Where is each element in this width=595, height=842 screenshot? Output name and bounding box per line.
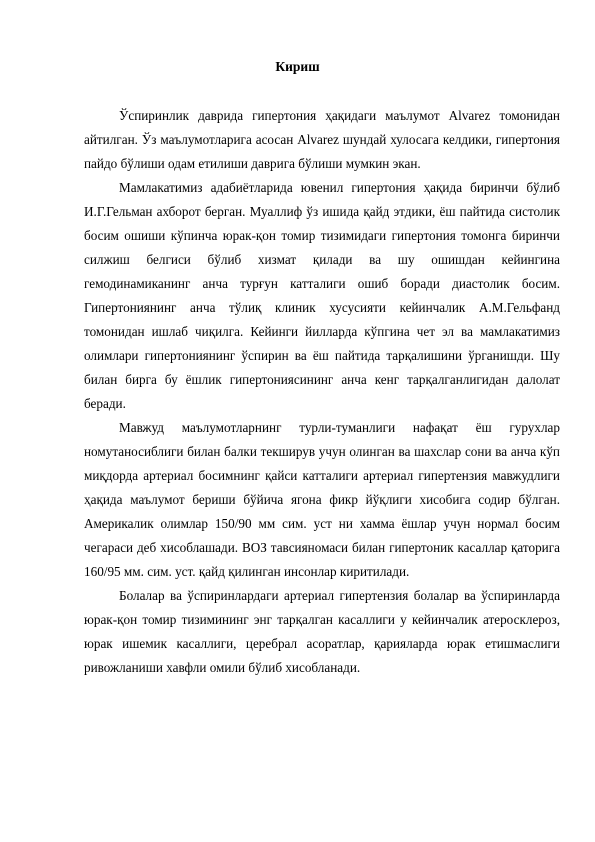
document-body	[84, 104, 560, 680]
paragraph-2: Мамлакатимиз адабиётларида ювенил гипертония ҳақида биринчи бўлиб И.Г.Гельман ахборот берган. Муаллиф ўз ишида қайд этдики, ёш пайтида систолик босим ошиши кўпинча юрак-қон томир тизимидаги гипертония томонга биринчи силжиш белгиси бўлиб хизмат қилади ва шу ошишдан кейингина гемодинамиканинг анча турғун катталиги ошиб боради диастолик босим. Гипертониянинг анча тўлиқ клиник хусусияти кейинчалик А.М.Гельфанд томонидан ишлаб чиқилга. Кейинги йилларда кўпгина чет эл ва мамлакатимиз олимлари гипертониянинг ўспирин ва ёш пайтида тарқалишини ўрганишди. Шу билан бирга бу ёшлик гипертониясининг анча кенг тарқалганлигидан далолат беради.	[84, 180, 560, 411]
paragraph-4: Болалар ва ўспиринлардаги артериал гипертензия болалар ва ўспиринларда юрак-қон томир тизимининг энг тарқалган касаллиги у кейинчалик атеросклероз, юрак ишемик касаллиги, церебрал асоратлар, қарияларда юрак етишмаслиги ривожланиши хавфли омили бўлиб хисобланади.	[84, 588, 560, 675]
document-title: Кириш	[275, 59, 320, 74]
paragraph-1: Ўспиринлик даврида гипертония ҳақидаги маълумот Alvarez томонидан айтилган. Ўз маълумотларига асосан Alvarez шундай хулосага келдики, гипертония пайдо бўлиши одам етилиши даврига бўлиши мумкин экан.	[84, 108, 560, 171]
paragraph-3: Мавжуд маълумотларнинг турли-туманлиги нафақат ёш гурухлар номутаносиблиги билан балки текширув учун олинган ва шахслар сони ва анча кўп миқдорда артериал босимнинг қайси катталиги артериал гипертензия мавжудлиги ҳақида маълумот бериши бўйича ягона фикр йўқлиги хисобига содир бўлган. Америкалик олимлар 150/90 мм сим. уст ни хамма ёшлар учун нормал босим чегараси деб хисоблашади. ВОЗ тавсияномаси билан гипертоник касаллар қаторига 160/95 мм. сим. уст. қайд қилинган инсонлар киритилади.	[84, 420, 560, 579]
